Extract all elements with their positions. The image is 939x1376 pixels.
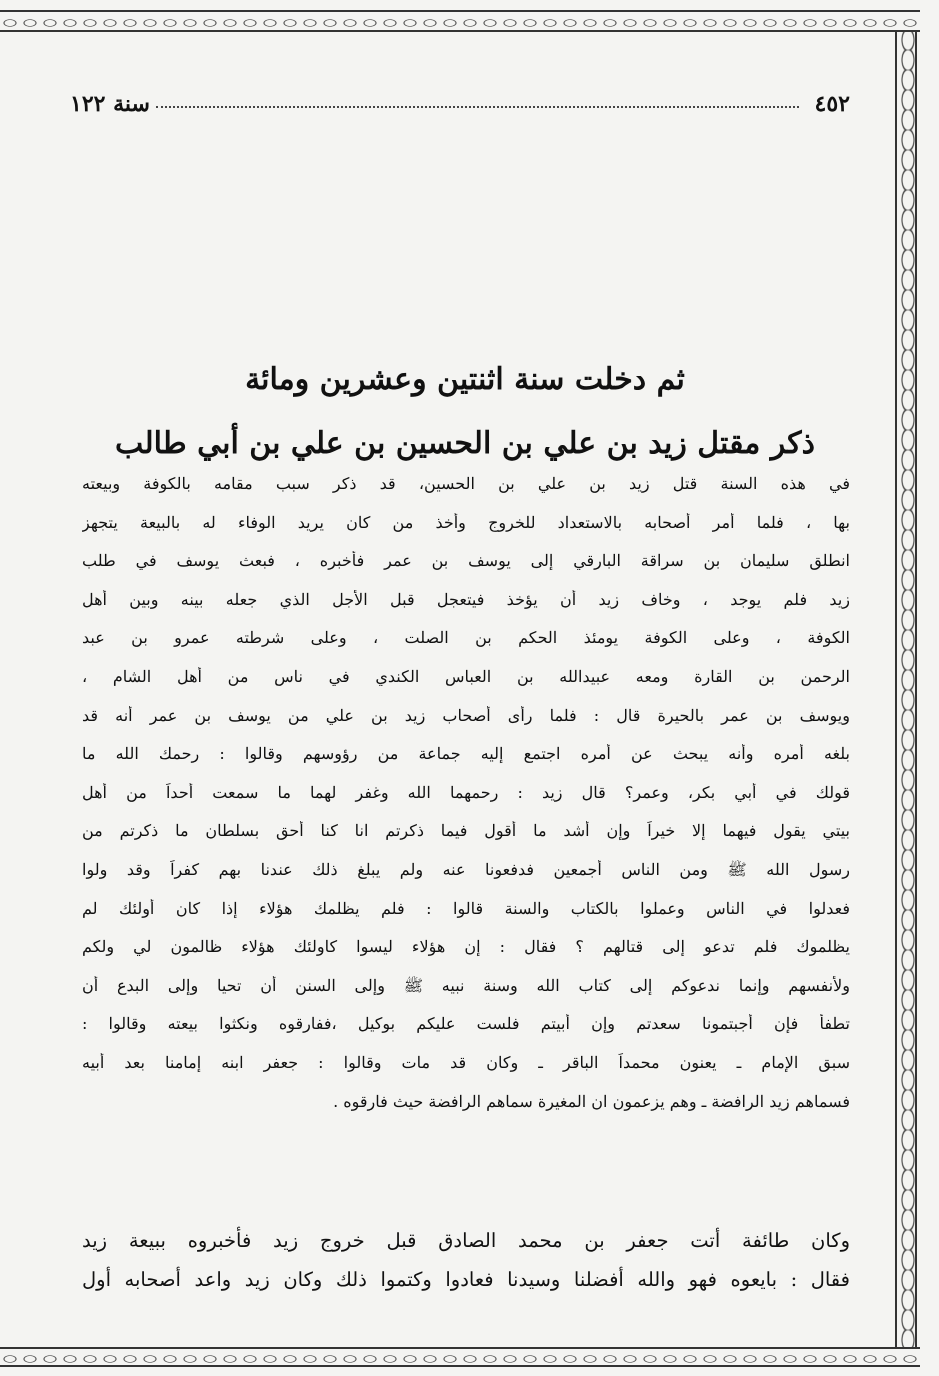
- text-line: ولأنفسهم وإنما ندعوكم إلى كتاب الله وسنة نبيه ﷺ وإلى السنن أن تحيا وإلى البدع أن: [82, 975, 850, 995]
- page-number: ٤٥٢: [814, 91, 850, 117]
- text-line: زيد فلم يوجد ، وخاف زيد أن يؤخذ فيتعجل قبل الأجل الذي جعله بينه وبين أهل: [82, 589, 850, 609]
- text-line: بلغه أمره وأنه يبحث عن أمره اجتمع إليه جماعة من رؤوسهم وقالوا : رحمك الله ما: [82, 744, 850, 764]
- text-line: فعدلوا في الناس وعملوا بالكتاب والسنة قالوا : فلم يظلمك هؤلاء إذا كان أولئك لم: [82, 898, 850, 918]
- text-line: بها ، فلما أمر أصحابه بالاستعداد للخروج وأخذ من كان يريد الوفاء له بالبيعة يتجهز: [82, 512, 850, 532]
- text-line: سبق الإمام ـ يعنون محمداً الباقر ـ وكان قد مات وقالوا : جعفر ابنه إمامنا بعد أبيه: [82, 1052, 850, 1072]
- text-line: انطلق سليمان بن سراقة البارقي إلى يوسف بن عمر فأخبره ، فبعث يوسف في طلب: [82, 551, 850, 571]
- header-dotted-leader: [156, 106, 799, 108]
- text-line: الكوفة ، وعلى الكوفة يومئذ الحكم بن الصلت ، وعلى شرطته عمرو بن عبد: [82, 628, 850, 648]
- year-label: سنة ١٢٢: [70, 91, 150, 117]
- chapter-headings: [80, 352, 850, 472]
- text-line: فقال : بايعوه فهو والله أفضلنا وسيدنا فعادوا وكتموا ذلك وكان زيد واعد أصحابه أول: [82, 1267, 850, 1291]
- text-line: الرحمن بن القارة ومعه عبيدالله بن العباس الكندي في ناس من أهل الشام ،: [82, 666, 850, 686]
- right-chain-border: [895, 30, 917, 1348]
- section-subtitle: ذكر مقتل زيد بن علي بن الحسين بن علي بن أبي طالب: [115, 426, 815, 461]
- text-line: وكان طائفة أتت جعفر بن محمد الصادق قبل خروج زيد فأخبروه ببيعة زيد: [82, 1229, 850, 1252]
- bottom-chain-border: [0, 1347, 920, 1367]
- text-line: يظلموك فلم تدعو إلى قتالهم ؟ فقال : إن هؤلاء ليسوا كاولئك هؤلاء ظالمون لي ولكم: [82, 937, 850, 957]
- chapter-title: ثم دخلت سنة اثنتين وعشرين ومائة: [245, 362, 685, 397]
- text-line: ويوسف بن عمر بالحيرة قال : فلما رأى أصحاب زيد بن علي من يوسف بن عمر أنه قد: [82, 705, 850, 725]
- second-paragraph: [82, 1222, 850, 1299]
- text-line: قولك في أبي بكر، وعمر؟ قال زيد : رحمهما الله وغفر لهما ما سمعت أحداً من أهل: [82, 782, 850, 802]
- text-line: فسماهم زيد الرافضة ـ وهم يزعمون ان المغيرة سماهم الرافضة حيث فارقوه .: [333, 1091, 850, 1111]
- text-line: رسول الله ﷺ ومن الناس أجمعين فدفعونا عنه ولم يبلغ ذلك عندنا بهم كفراً وقد ولوا: [82, 859, 850, 879]
- main-paragraph: [82, 474, 850, 1130]
- text-line: بيتي يقول فيهما إلا خيراً وإن أشد ما أقول فيما ذكرتم انا كنا أحق بسلطان ما ذكرتم من: [82, 821, 850, 841]
- text-line: تطفأ فإن أجبتمونا سعدتم وإن أبيتم فلست عليكم بوكيل ،ففارقوه ونكثوا بيعته وقالوا :: [82, 1014, 850, 1034]
- running-header: [70, 88, 850, 120]
- top-chain-border: [0, 10, 920, 32]
- text-line: في هذه السنة قتل زيد بن علي بن الحسين، قد ذكر سبب مقامه بالكوفة وبيعته: [82, 474, 850, 493]
